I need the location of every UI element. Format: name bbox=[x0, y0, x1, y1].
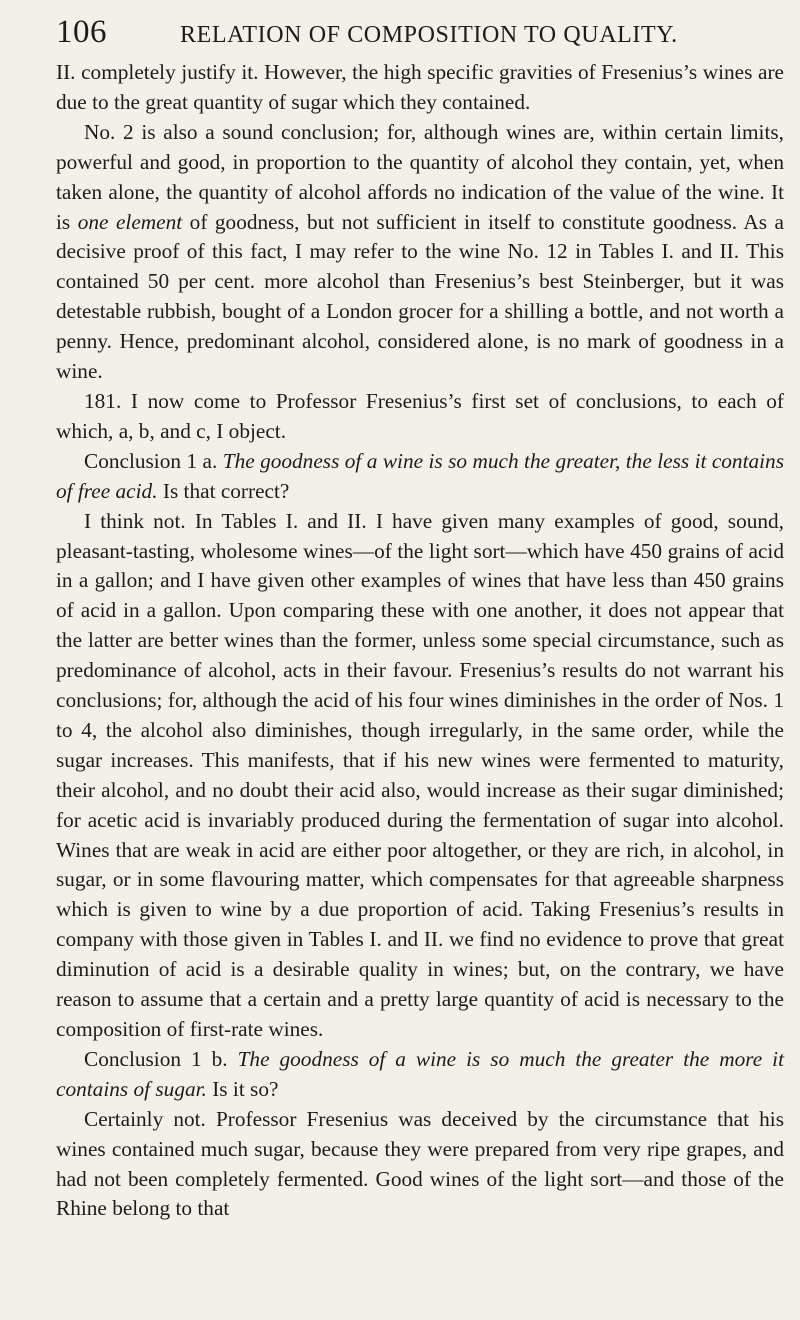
paragraph-2-text-a: No. 2 is also a sound conclusion; for, although wines are, within certain limits, powerful and good, in proportion to the quantity of alcohol they contain, yet, when taken alone, the quantity of alcohol affords no indication of the value of the wine. It is bbox=[56, 119, 784, 234]
paragraph-discussion-sugar: Certainly not. Professor Fresenius was deceived by the circumstance that his wines contained much sugar, because they were prepared from very ripe grapes, and had not been completely fermented. Good wines of the light sort—and those of the Rhine belong to that bbox=[56, 1106, 784, 1221]
conclusion-1b-label: Conclusion 1 b. bbox=[84, 1046, 238, 1071]
conclusion-1a bbox=[56, 447, 784, 507]
body-text bbox=[56, 58, 784, 1224]
conclusion-1a-question: Is that correct? bbox=[157, 478, 290, 503]
paragraph-181: 181. I now come to Professor Fresenius’s first set of conclusions, to each of which, a, b, and c, I object. bbox=[56, 388, 784, 443]
conclusion-1b-statement: The goodness of a wine is so much the greater the more it contains of sugar. bbox=[56, 1046, 784, 1101]
conclusion-1b bbox=[56, 1045, 784, 1105]
paragraph-2 bbox=[56, 118, 784, 387]
paragraph-1: II. completely justify it. However, the high specific gravities of Fresenius’s wines are due to the great quantity of sugar which they contained. bbox=[56, 60, 784, 114]
page-number: 106 bbox=[56, 14, 107, 50]
page-header bbox=[56, 12, 760, 52]
paragraph-discussion-acid: I think not. In Tables I. and II. I have given many examples of good, sound, pleasant-tasting, wholesome wines—of the light sort—which have 450 grains of acid in a gallon; and I have given other examples of wines that have less than 450 grains of acid in a gallon. Upon comparing these with one another, it does not appear that the latter are better wines than the former, unless some special circumstance, such as predominance of alcohol, acts in their favour. Fresenius’s results do not warrant his conclusions; for, although the acid of his four wines diminishes in the order of Nos. 1 to 4, the alcohol also diminishes, though irregularly, in the same order, while the sugar increases. This manifests, that if his new wines were fermented to maturity, their alcohol, and no doubt their acid also, would increase as their sugar diminished; for acetic acid is invariably produced during the fermentation of sugar into alcohol. Wines that are weak in acid are either poor altogether, or they are rich, in alcohol, in sugar, or in some flavouring matter, which compensates for that agreeable sharpness which is given to wine by a due proportion of acid. Taking Fresenius’s results in company with those given in Tables I. and II. we find no evidence to prove that great diminution of acid is a desirable quality in wines; but, on the contrary, we have reason to assume that a certain and a pretty large quantity of acid is necessary to the composition of first-rate wines. bbox=[56, 508, 784, 1041]
running-title: RELATION OF COMPOSITION TO QUALITY. bbox=[180, 22, 678, 48]
paragraph-2-text-b: of goodness, but not sufficient in itself to constitute goodness. As a decisive proof of this fact, I may refer to the wine No. 12 in Tables I. and II. This contained 50 per cent. more alcohol than Fresenius’s best Steinberger, but it was detestable rubbish, bought of a London grocer for a shilling a bottle, and not worth a penny. Hence, predominant alcohol, considered alone, is no mark of goodness in a wine. bbox=[56, 209, 784, 384]
paragraph-2-emphasis: one element bbox=[77, 209, 183, 234]
conclusion-1a-label: Conclusion 1 a. bbox=[84, 448, 223, 473]
conclusion-1b-question: Is it so? bbox=[206, 1076, 279, 1101]
conclusion-1a-statement: The goodness of a wine is so much the greater, the less it contains of free acid. bbox=[56, 448, 784, 503]
